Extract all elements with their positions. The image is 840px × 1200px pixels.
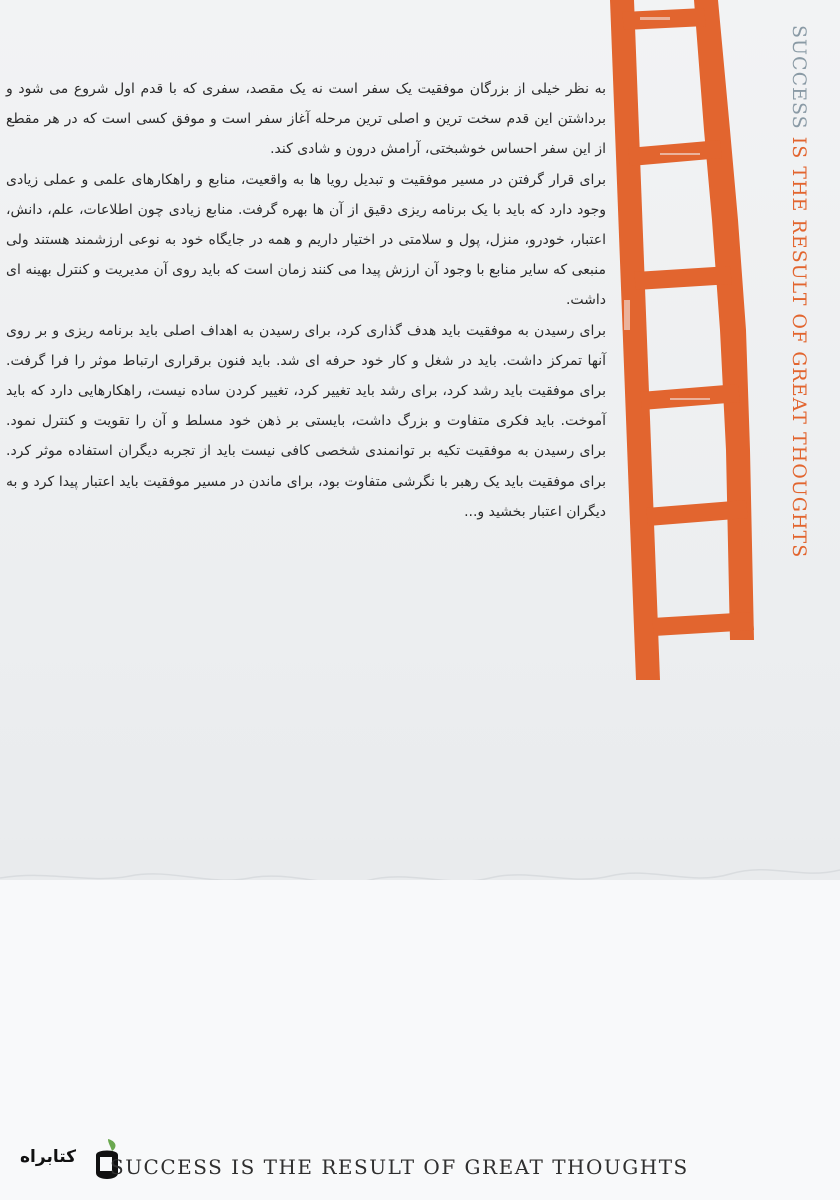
paragraph-2: برای قرار گرفتن در مسیر موفقیت و تبدیل رویا ها به واقعیت، منابع و راهکارهای علمی و عملی زیادی وجود دارد که باید با یک برنامه ریزی دقیق از آن ها بهره گرفت. منابع زیادی چون اطلاعات، علم، دانش، اعتبار، خودرو، منزل، پول و سلامتی در اختیار داریم و همه در جایگاه خود به نوعی ارزشمند هستند ولی منبعی که سایر منابع با وجود آن ارزش پیدا می کنند زمان است که باید روی آن مدیریت و کنترل بهینه ای داشت. [6,171,606,309]
article-body [6,74,606,527]
footer-slogan: SUCCESS IS THE RESULT OF GREAT THOUGHTS [110,1155,689,1179]
logo-text: کتابراه [20,1147,77,1167]
vertical-slogan [788,25,810,558]
lower-paper-area [0,880,840,1200]
paragraph-3: برای رسیدن به موفقیت باید هدف گذاری کرد، برای رسیدن به اهداف اصلی باید برنامه ریزی و بر روی آنها تمرکز داشت. باید در شغل و کار خود حرفه ای شد. باید فنون برقراری ارتباط موثر را فرا گرفت. برای موفقیت باید رشد کرد، برای رشد باید تغییر کرد، تغییر کردن ساده نیست، راهکارهایی دارد که باید آموخت. باید فکری متفاوت و بزرگ داشت، بایستی بر ذهن خود مسلط و آن را تقویت و کنترل نمود. برای رسیدن به موفقیت تکیه بر توانمندی شخصی کافی نیست باید از تجربه دیگران استفاده موثر کرد. برای موفقیت باید یک رهبر با نگرشی متفاوت بود، برای ماندن در مسیر موفقیت باید اعتبار پیدا کرد و به دیگران اعتبار بخشید و... [6,322,606,520]
vertical-slogan-part2: IS THE RESULT OF GREAT THOUGHTS [788,136,810,559]
paragraph-1: به نظر خیلی از بزرگان موفقیت یک سفر است نه یک مقصد، سفری که با قدم اول شروع می شود و برداشتن این قدم سخت ترین و اصلی ترین مرحله آغاز سفر است و موفق کسی است که در هر مقطع از این سفر احساس خوشبختی، آرامش درون و شادی کند. [6,81,606,158]
vertical-slogan-part1: SUCCESS [788,25,810,130]
ketabrah-logo[interactable] [8,1133,126,1189]
